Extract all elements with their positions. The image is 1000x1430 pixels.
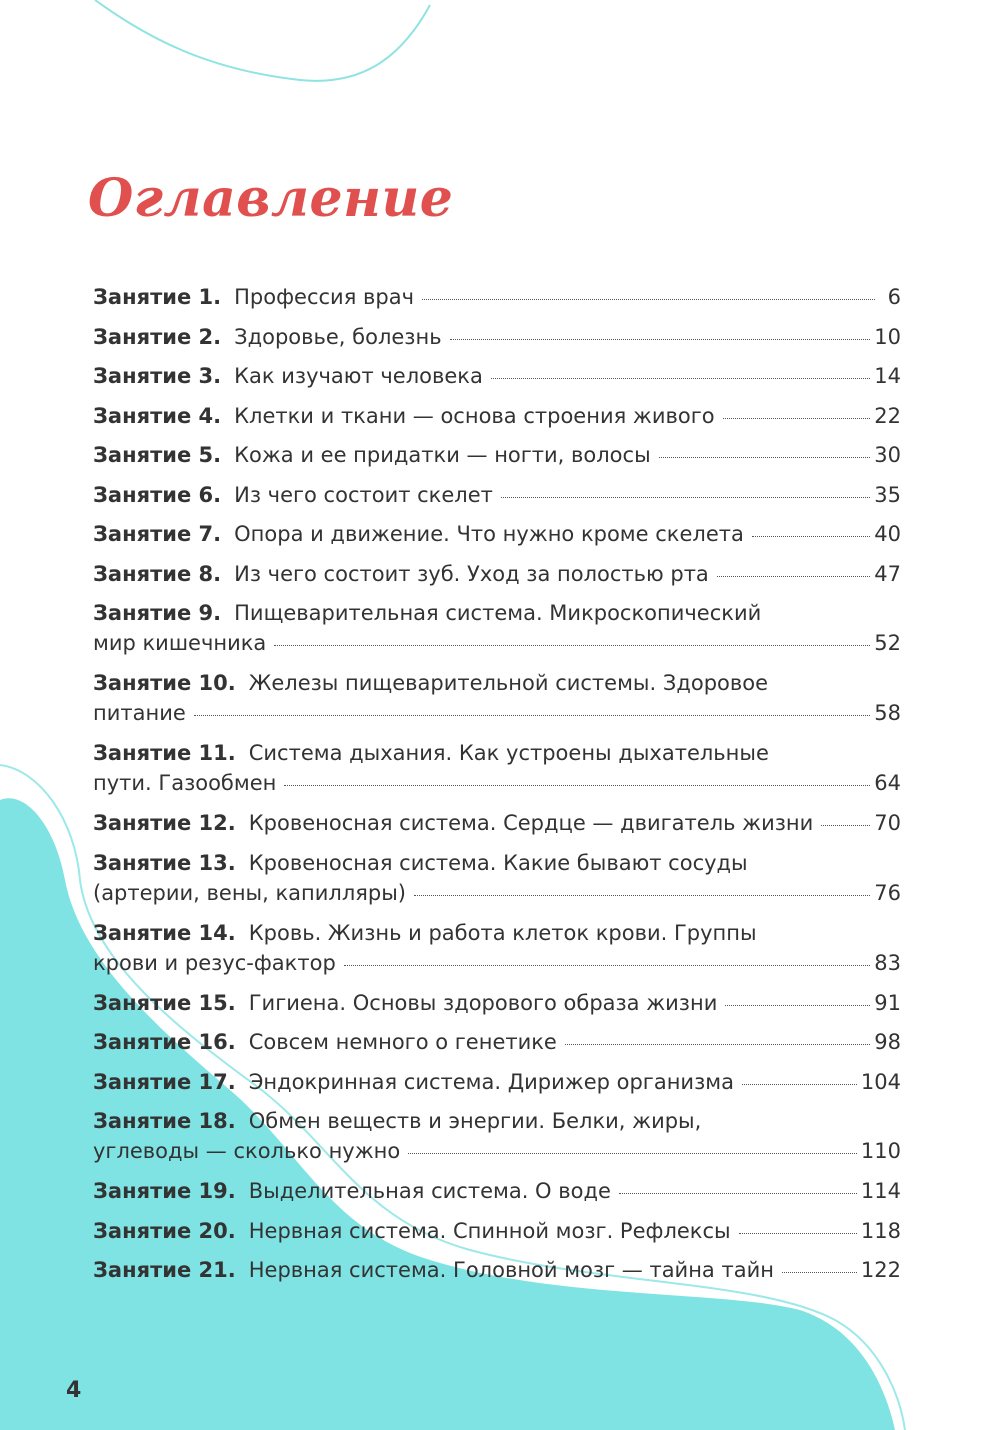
lesson-title: Профессия врач (234, 285, 414, 309)
page-ref: 22 (874, 403, 901, 428)
page-ref: 83 (874, 950, 901, 975)
dot-leader (344, 965, 870, 966)
toc-entry[interactable] (93, 918, 901, 978)
lesson-title: Кожа и ее придатки — ногти, волосы (234, 443, 651, 467)
lesson-number: Занятие 20. (93, 1218, 236, 1243)
toc-entry[interactable] (93, 1176, 901, 1206)
page-ref: 47 (874, 561, 901, 586)
table-of-contents (93, 282, 901, 1295)
lesson-title-continued: углеводы — сколько нужно (93, 1139, 401, 1163)
dot-leader (565, 1044, 870, 1045)
lesson-number: Занятие 2. (93, 324, 222, 349)
dot-leader (408, 1153, 857, 1154)
dot-leader (422, 299, 875, 300)
lesson-title: Здоровье, болезнь (234, 324, 442, 349)
toc-entry[interactable] (93, 322, 901, 352)
lesson-number: Занятие 19. (93, 1179, 236, 1203)
lesson-title: Совсем немного о генетике (248, 1030, 557, 1054)
page-title: Оглавление (88, 168, 454, 229)
dot-leader (725, 1005, 870, 1006)
toc-entry[interactable] (93, 1067, 901, 1097)
lesson-title: Выделительная система. О воде (248, 1179, 611, 1203)
toc-entry[interactable] (93, 1027, 901, 1057)
lesson-title: Железы пищеварительной системы. Здоровое (248, 671, 769, 695)
lesson-number: Занятие 16. (93, 1030, 236, 1054)
lesson-number: Занятие 6. (93, 482, 222, 507)
lesson-number: Занятие 1. (93, 285, 222, 309)
dot-leader (619, 1193, 857, 1194)
dot-leader (284, 785, 870, 786)
lesson-number: Занятие 5. (93, 443, 222, 467)
lesson-number: Занятие 4. (93, 403, 222, 428)
lesson-title: Клетки и ткани — основа строения живого (234, 403, 715, 428)
lesson-number: Занятие 11. (93, 741, 236, 765)
lesson-number: Занятие 8. (93, 561, 222, 586)
lesson-title: Кровеносная система. Какие бывают сосуды (248, 850, 748, 875)
lesson-title: Из чего состоит зуб. Уход за полостью рта (234, 561, 709, 586)
dot-leader (659, 457, 871, 458)
toc-entry[interactable] (93, 1255, 901, 1285)
page-ref: 104 (860, 1069, 901, 1094)
lesson-title: Гигиена. Основы здорового образа жизни (248, 990, 718, 1015)
lesson-title-continued: крови и резус-фактор (93, 950, 336, 975)
toc-entry[interactable] (93, 1216, 901, 1246)
dot-leader (274, 645, 870, 646)
toc-entry[interactable] (93, 559, 901, 589)
page-ref: 10 (874, 324, 901, 349)
page-ref: 76 (874, 880, 901, 905)
lesson-number: Занятие 12. (93, 811, 236, 835)
lesson-title-continued: пути. Газообмен (93, 771, 277, 795)
dot-leader (414, 895, 870, 896)
toc-entry[interactable] (93, 738, 901, 798)
toc-entry[interactable] (93, 668, 901, 728)
lesson-title-continued: (артерии, вены, капилляры) (93, 880, 406, 905)
dot-leader (742, 1084, 857, 1085)
dot-leader (501, 497, 870, 498)
lesson-number: Занятие 9. (93, 601, 222, 625)
toc-entry[interactable] (93, 361, 901, 391)
lesson-title: Из чего состоит скелет (234, 482, 493, 507)
toc-entry[interactable] (93, 848, 901, 908)
page-ref: 118 (860, 1218, 901, 1243)
page-ref: 35 (874, 482, 901, 507)
lesson-title: Нервная система. Спинной мозг. Рефлексы (248, 1218, 731, 1243)
dot-leader (194, 715, 870, 716)
lesson-number: Занятие 18. (93, 1109, 236, 1133)
lesson-title-continued: мир кишечника (93, 631, 267, 655)
page-ref: 30 (874, 443, 901, 467)
dot-leader (752, 536, 870, 537)
lesson-number: Занятие 15. (93, 990, 236, 1015)
toc-entry[interactable] (93, 282, 901, 312)
page-ref: 58 (874, 701, 901, 725)
page-ref: 64 (874, 771, 901, 795)
lesson-title: Кровеносная система. Сердце — двигатель жизни (248, 811, 814, 835)
page-ref: 14 (874, 364, 901, 388)
dot-leader (821, 825, 870, 826)
dot-leader (739, 1233, 857, 1234)
page-ref: 110 (860, 1139, 901, 1163)
lesson-title: Система дыхания. Как устроены дыхательные (248, 741, 769, 765)
lesson-title: Кровь. Жизнь и работа клеток крови. Группы (248, 920, 757, 945)
page-number: 4 (66, 1378, 82, 1403)
dot-leader (450, 339, 871, 340)
toc-entry[interactable] (93, 808, 901, 838)
lesson-title: Опора и движение. Что нужно кроме скелета (234, 522, 744, 546)
dot-leader (717, 576, 870, 577)
page-ref: 6 (887, 285, 901, 309)
toc-entry[interactable] (93, 401, 901, 431)
lesson-title: Как изучают человека (234, 364, 483, 388)
lesson-number: Занятие 21. (93, 1258, 236, 1282)
page-ref: 122 (860, 1258, 901, 1282)
toc-entry[interactable] (93, 519, 901, 549)
lesson-number: Занятие 3. (93, 364, 222, 388)
page-ref: 70 (874, 811, 901, 835)
lesson-number: Занятие 14. (93, 920, 236, 945)
lesson-title: Эндокринная система. Дирижер организма (248, 1069, 734, 1094)
dot-leader (782, 1272, 857, 1273)
lesson-title: Обмен веществ и энергии. Белки, жиры, (248, 1109, 702, 1133)
dot-leader (491, 378, 870, 379)
toc-entry[interactable] (93, 1106, 901, 1166)
lesson-number: Занятие 10. (93, 671, 236, 695)
page-ref: 91 (874, 990, 901, 1015)
toc-entry[interactable] (93, 988, 901, 1018)
lesson-number: Занятие 13. (93, 850, 236, 875)
lesson-title-continued: питание (93, 701, 186, 725)
page-ref: 52 (874, 631, 901, 655)
page-ref: 114 (860, 1179, 901, 1203)
lesson-title: Пищеварительная система. Микроскопический (234, 601, 762, 625)
toc-entry[interactable] (93, 480, 901, 510)
toc-entry[interactable] (93, 598, 901, 658)
lesson-number: Занятие 17. (93, 1069, 236, 1094)
page-ref: 98 (874, 1030, 901, 1054)
top-wave-line (95, 0, 430, 81)
page-ref: 40 (874, 522, 901, 546)
toc-entry[interactable] (93, 440, 901, 470)
lesson-number: Занятие 7. (93, 522, 222, 546)
lesson-title: Нервная система. Головной мозг — тайна тайн (248, 1258, 774, 1282)
dot-leader (723, 418, 871, 419)
